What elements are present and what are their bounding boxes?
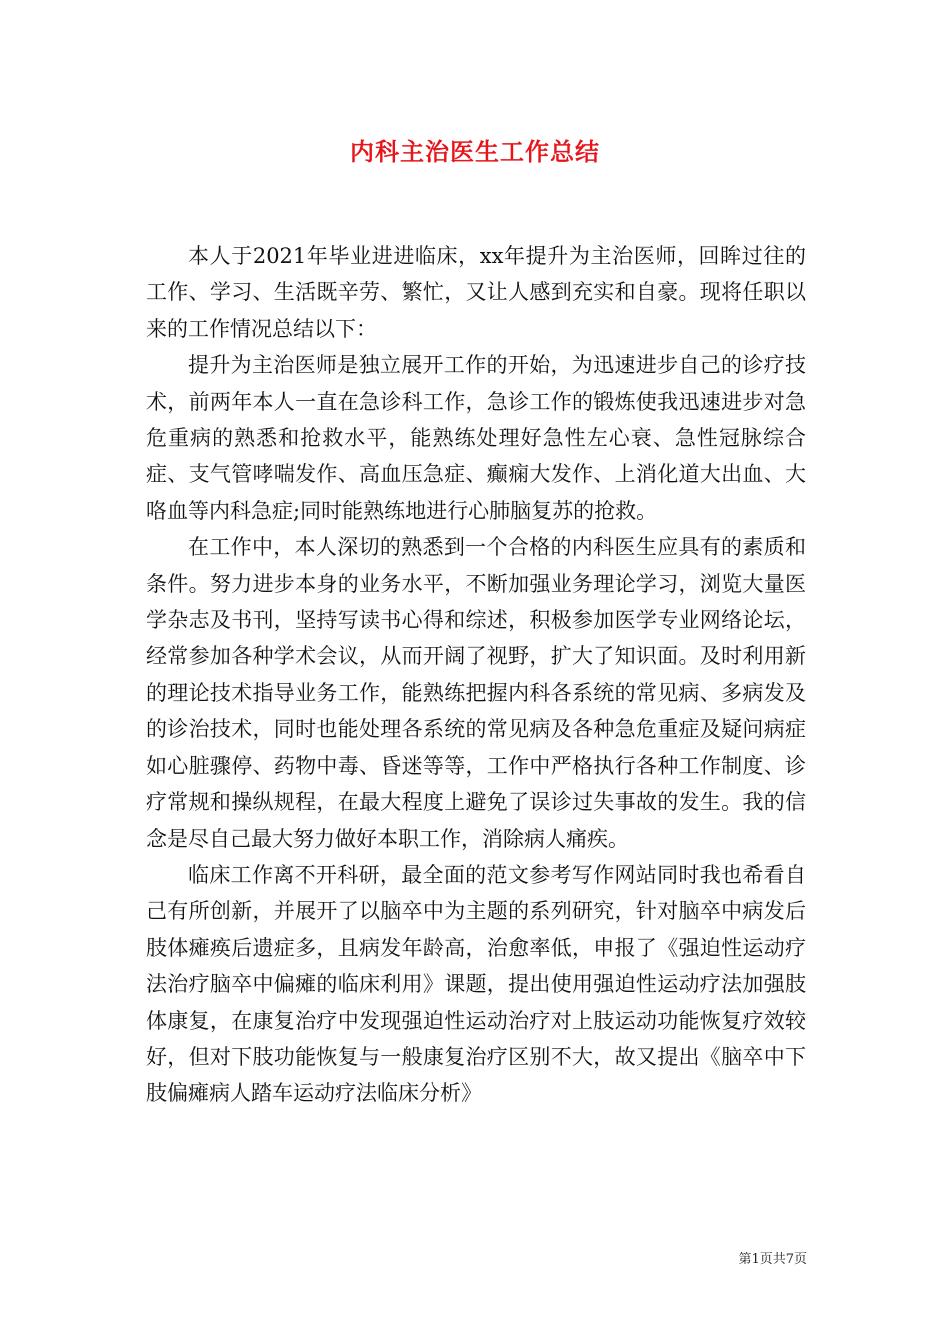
paragraph: 本人于2021年毕业进进临床，xx年提升为主治医师，回眸过往的工作、学习、生活既辛劳、繁忙，又让人感到充实和自豪。现将任职以来的工作情况总结以下： xyxy=(146,244,806,341)
paragraph: 在工作中，本人深切的熟悉到一个合格的内科医生应具有的素质和条件。努力进步本身的业务水平，不断加强业务理论学习，浏览大量医学杂志及书刊，坚持写读书心得和综述，积极参加医学专业网络论坛，经常参加各种学术会议，从而开阔了视野，扩大了知识面。及时利用新的理论技术指导业务工作，能熟练把握内科各系统的常见病、多病发及的诊治技术，同时也能处理各系统的常见病及各种急危重症及疑问病症如心脏骤停、药物中毒、昏迷等等，工作中严格执行各种工作制度、诊疗常规和操纵规程，在最大程度上避免了误诊过失事故的发生。我的信念是尽自己最大努力做好本职工作，消除病人痛疾。 xyxy=(146,535,806,851)
page-number-footer: 第1页共7页 xyxy=(738,1252,807,1267)
paragraph: 提升为主治医师是独立展开工作的开始，为迅速进步自己的诊疗技术，前两年本人一直在急诊科工作，急诊工作的锻炼使我迅速进步对急危重病的熟悉和抢救水平，能熟练处理好急性左心衰、急性冠脉综合症、支气管哮喘发作、高血压急症、癫痫大发作、上消化道大出血、大咯血等内科急症;同时能熟练地进行心肺脑复苏的抢救。 xyxy=(146,353,806,523)
document-title: 内科主治医生工作总结 xyxy=(350,137,600,166)
document-body xyxy=(146,238,806,1112)
paragraph: 临床工作离不开科研，最全面的范文参考写作网站同时我也希看自己有所创新，并展开了以脑卒中为主题的系列研究，针对脑卒中病发后肢体瘫痪后遗症多，且病发年龄高，治愈率低，申报了《强迫性运动疗法治疗脑卒中偏瘫的临床利用》课题，提出使用强迫性运动疗法加强肢体康复，在康复治疗中发现强迫性运动治疗对上肢运动功能恢复疗效较好，但对下肢功能恢复与一般康复治疗区别不大，故又提出《脑卒中下肢偏瘫病人踏车运动疗法临床分析》 xyxy=(146,862,806,1106)
